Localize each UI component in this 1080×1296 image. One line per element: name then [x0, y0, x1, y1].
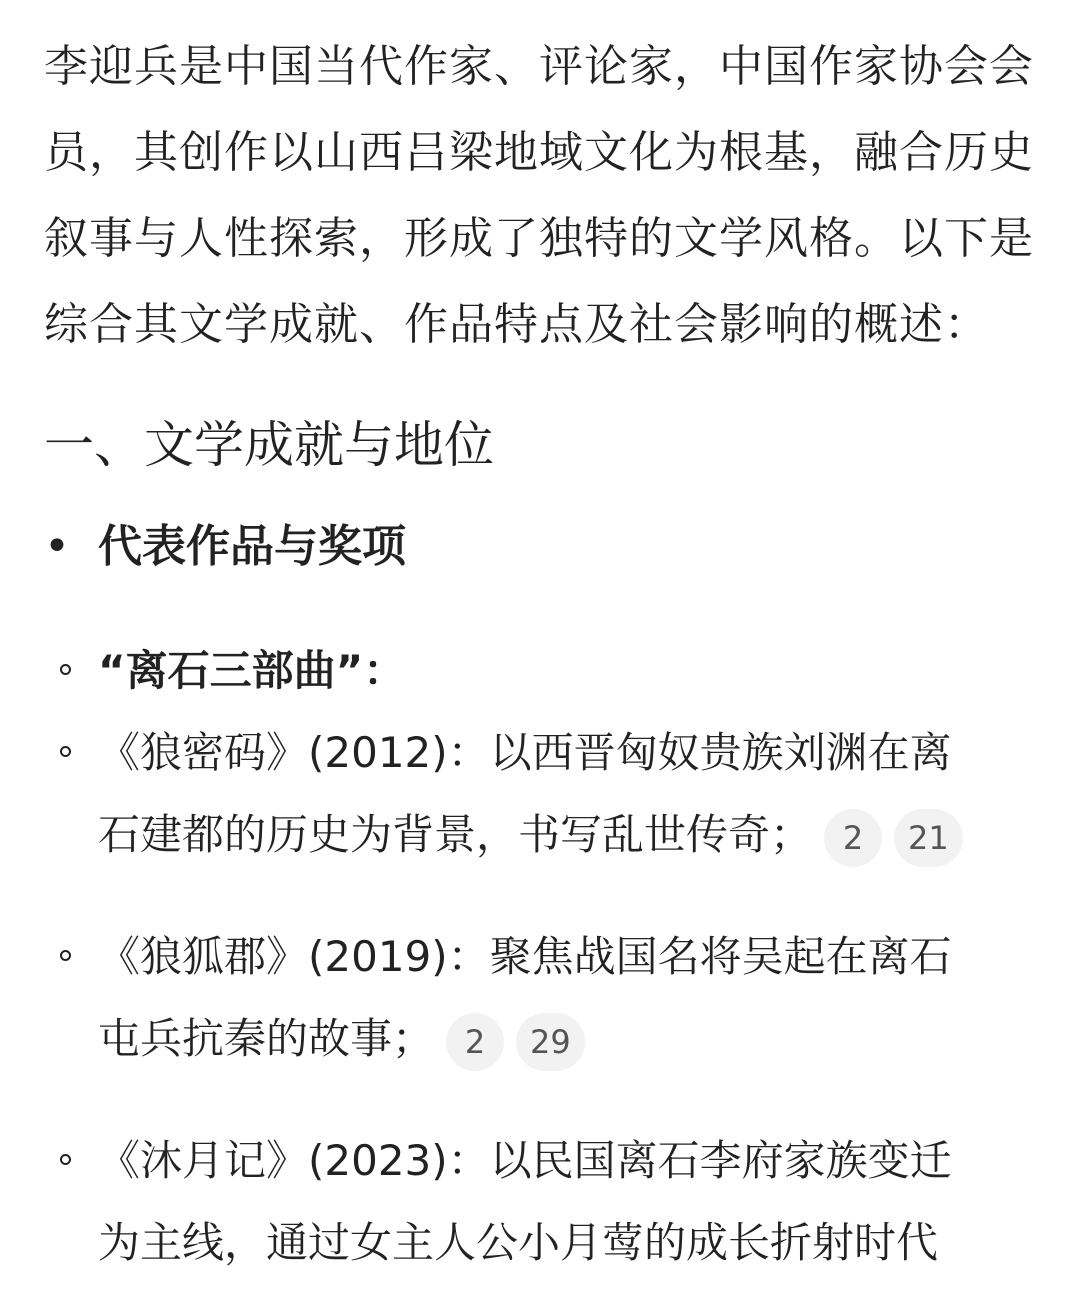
circle-bullet-icon: [44, 1120, 98, 1200]
article-content: [44, 24, 1044, 1284]
list-item-line: 《狼密码》(2012)：以西晋匈奴贵族刘渊在离: [98, 728, 952, 777]
citation-badge[interactable]: 29: [516, 1013, 585, 1071]
list-item: [44, 712, 1044, 876]
list-item-line: 《狼狐郡》(2019)：聚焦战国名将吴起在离石: [98, 932, 952, 981]
circle-bullet-icon: [44, 712, 98, 792]
list-item-title: “离石三部曲”：: [98, 646, 406, 695]
list-item: [44, 630, 1044, 712]
circle-bullet-icon: [44, 630, 98, 710]
list-item: [44, 916, 1044, 1080]
intro-line-3: 叙事与人性探索，形成了独特的文学风格。以下是: [44, 213, 1034, 264]
intro-line-1: 李迎兵是中国当代作家、评论家，中国作家协会会: [44, 41, 1034, 92]
list-item-line: 为主线，通过女主人公小月莺的成长折射时代: [98, 1218, 939, 1267]
circle-bullet-icon: [44, 916, 98, 996]
intro-line-4: 综合其文学成就、作品特点及社会影响的概述：: [44, 299, 989, 350]
intro-line-2: 员，其创作以山西吕梁地域文化为根基，融合历史: [44, 127, 1034, 178]
list-item-line: 石建都的历史为背景，书写乱世传奇；: [98, 810, 813, 859]
bullet-label: 代表作品与奖项: [98, 521, 406, 572]
citation-badge[interactable]: 2: [824, 809, 882, 867]
bullet-marker: •: [44, 521, 70, 572]
intro-paragraph: [44, 24, 1044, 368]
citation-badge[interactable]: 2: [446, 1013, 504, 1071]
list-item: [44, 1120, 1044, 1284]
bullet-item: [44, 510, 1044, 584]
list-item-line: 屯兵抗秦的故事；: [98, 1014, 435, 1063]
section-heading: 一、文学成就与地位: [44, 416, 494, 474]
citation-badge[interactable]: 21: [894, 809, 963, 867]
list-item-line: 《沐月记》(2023)：以民国离石李府家族变迁: [98, 1136, 952, 1185]
